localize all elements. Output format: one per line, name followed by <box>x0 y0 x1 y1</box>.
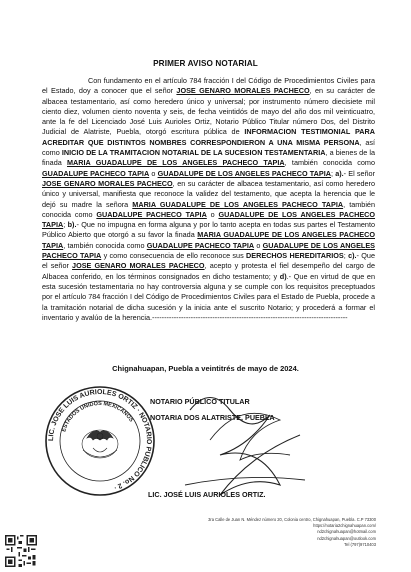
seal-inner-text: ESTADOS UNIDOS MEXICANOS <box>61 400 135 433</box>
underlined-name: JOSE GENARO MORALES PACHECO <box>42 178 173 188</box>
paragraph-text: ; <box>331 168 336 178</box>
notice-paragraph <box>42 76 375 323</box>
seal-outer-text: LIC. JOSE LUIS AURIOLES ORTIZ · NOTARIO PUBLICO No. 2 · <box>47 388 153 491</box>
underlined-name: JOSE GENARO MORALES PACHECO <box>176 86 310 96</box>
underlined-name: MARIA GUADALUPE DE LOS ANGELES PACHECO TAPIA <box>42 230 375 250</box>
underlined-name: GUADALUPE DE LOS ANGELES PACHECO TAPIA <box>42 240 376 261</box>
document-title: PRIMER AVISO NOTARIAL <box>153 59 258 68</box>
paragraph-text: , acepto y protesta el fiel desempeño del cargo de Albacea conferido, en los términos consignados en dicho testamento; y <box>42 261 375 281</box>
paragraph-text: Con fundamento en el artículo 784 fracción I del Código de Procedimientos Civiles para el Estado, doy a conocer que el señor <box>42 76 375 96</box>
paragraph-text: o <box>149 168 158 178</box>
underlined-name: MARIA GUADALUPE DE LOS ANGELES PACHECO TAPIA <box>67 158 285 168</box>
paragraph-text: , así como <box>42 137 375 158</box>
paragraph-text: ; <box>63 220 68 230</box>
notary-seal <box>43 384 157 498</box>
notary-title-line: NOTARIO PÚBLICO TITULAR <box>150 397 250 406</box>
underlined-name: JOSE GENARO MORALES PACHECO <box>72 261 205 271</box>
paragraph-text: , en su carácter de albacea testamentario, así como heredero único y universal, manifiesta que reconoce la validez del testamento, que acepta la herencia que le dejó su madre la señora <box>42 178 375 209</box>
paragraph-text: , también conocida como <box>284 158 375 168</box>
paragraph-text: ; <box>343 251 349 261</box>
paragraph-text: , a bienes de la finada <box>42 148 375 168</box>
bold-phrase: d) <box>279 271 287 281</box>
coat-of-arms-icon <box>82 430 118 458</box>
footer-phone: Tel (797)9710403 <box>344 541 376 547</box>
paragraph-text: o <box>206 209 219 219</box>
notice-body <box>42 76 375 323</box>
notary-signature-block <box>150 394 275 426</box>
paragraph-text: - El señor <box>343 168 376 178</box>
bold-phrase: DERECHOS HEREDITARIOS <box>246 251 344 261</box>
paragraph-text: , también conocida como <box>42 199 375 219</box>
paragraph-text: , en su carácter de albacea testamentario, así como heredero único y universal; por instrumento número diecisiete mil ciento diez, volumen ciento noventa y seis, de fecha veintidós de mayo del año dos mil veinticuatro, ante la fe del Licenciado José Luis Aurioles Ortiz, Notario Público Titular número Dos, del Distrito Judicial de Alatriste, Puebla, otorgó escritura pública de <box>42 86 375 137</box>
underlined-name: GUADALUPE DE LOS ANGELES PACHECO TAPIA <box>157 168 332 178</box>
svg-text:ESTADOS UNIDOS MEXICANOS <box>61 401 134 433</box>
underlined-name: GUADALUPE DE LOS ANGELES PACHECO TAPIA <box>42 209 376 230</box>
footer-email-outlook[interactable]: nd2chignahuapan@outlook.com <box>317 535 376 541</box>
bold-phrase: c). <box>348 251 357 261</box>
underlined-name: GUADALUPE PACHECO TAPIA <box>146 240 255 250</box>
bold-phrase: b). <box>67 220 77 230</box>
paragraph-text: y como consecuencia de ello reconoce sus <box>101 251 247 261</box>
underlined-name: GUADALUPE PACHECO TAPIA <box>42 168 150 178</box>
paragraph-text: - Que el señor <box>42 251 375 271</box>
paragraph-text: o <box>254 240 263 250</box>
paragraph-text: , también conocida como <box>63 240 147 250</box>
footer-website-link[interactable]: https://notaria2chignahuapan.com/ <box>313 523 376 529</box>
notary-name: LIC. JOSÉ LUIS AURIOLES ORTIZ. <box>148 490 266 499</box>
qr-code-icon <box>5 535 37 567</box>
footer-address: 3ra Calle de Juan N. Méndez número 20, Colonia centro, Chignahuapan, Puebla. C.P 73300 <box>208 517 376 522</box>
underlined-name: MARIA GUADALUPE DE LOS ANGELES PACHECO TAPIA <box>132 199 344 209</box>
footer-email-hotmail[interactable]: nd2chignahuapan@hotmail.com <box>317 529 376 535</box>
notary-office-line: NOTARIA DOS ALATRISTE, PUEBLA <box>150 413 275 422</box>
paragraph-text: - Que no impugna en forma alguna y por lo tanto acepta en todas sus partes el Testamento Público Abierto que otorgó a su favor la finada <box>42 220 375 240</box>
bold-phrase: a). <box>335 168 344 178</box>
footer-contact <box>208 517 376 548</box>
bold-phrase: INICIO DE LA TRAMITACION NOTARIAL DE LA SUCESION TESTAMENTARIA <box>61 148 326 158</box>
paragraph-text: .- Que en virtud de que en esta sucesión testamentaria no hay controversia alguna y se cumple con los requisitos preceptuados por el artículo 784 fracción I del Código de Procedimientos Civiles para el Estado de Puebla, procede a la tramitación notarial de dicha sucesión y la inicia ante el suscrito Notario; y procederá a formar el inventario y avalúo de la herencia.--------------------------------------------------------------------------------- <box>42 271 375 322</box>
bold-phrase: INFORMACION TESTIMONIAL PARA ACREDITAR QUE DISTINTOS NOMBRES CORRESPONDIERON A UNA MISMA PERSONA <box>42 127 375 147</box>
underlined-name: GUADALUPE PACHECO TAPIA <box>96 209 207 219</box>
place-date: Chignahuapan, Puebla a veintitrés de mayo de 2024. <box>112 364 299 373</box>
